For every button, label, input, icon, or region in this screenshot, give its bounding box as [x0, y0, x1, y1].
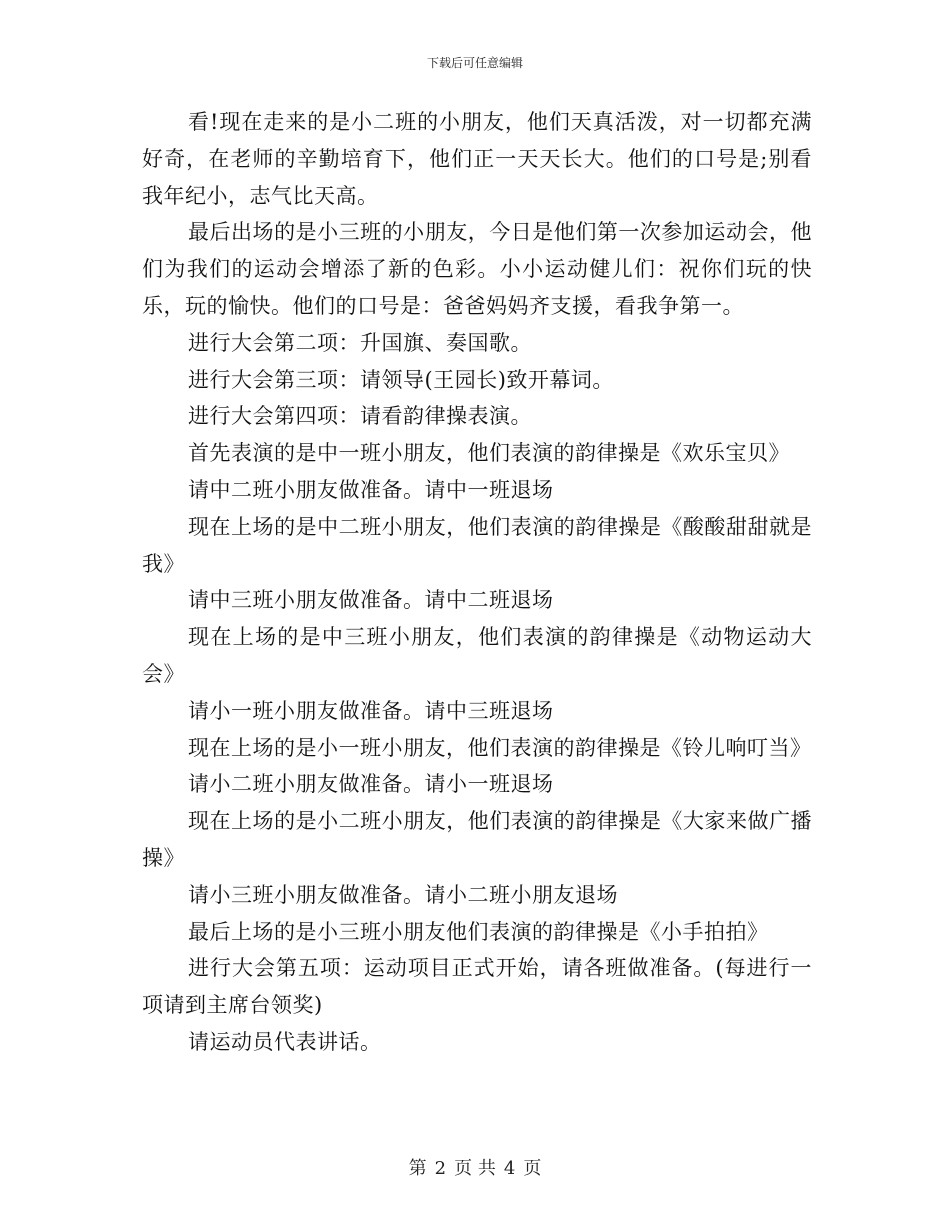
paragraph: 进行大会第二项：升国旗、奏国歌。 — [188, 330, 532, 355]
paragraph: 最后上场的是小三班小朋友他们表演的韵律操是《小手拍拍》 — [188, 919, 769, 944]
document-body — [142, 104, 812, 1061]
paragraph: 进行大会第五项：运动项目正式开始，请各班做准备。(每进行一项请到主席台领奖) — [142, 956, 812, 1018]
footer-page-number: 2 — [434, 1158, 447, 1179]
paragraph: 看!现在走来的是小二班的小朋友，他们天真活泼，对一切都充满好奇，在老师的辛勤培育下，他们正一天天长大。他们的口号是;别看我年纪小，志气比天高。 — [142, 110, 812, 208]
footer-total-pages: 4 — [503, 1158, 516, 1179]
paragraph: 现在上场的是小二班小朋友，他们表演的韵律操是《大家来做广播操》 — [142, 809, 812, 870]
paragraph: 首先表演的是中一班小朋友，他们表演的韵律操是《欢乐宝贝》 — [188, 441, 790, 466]
footer-prefix: 第 — [408, 1158, 427, 1179]
paragraph: 请小二班小朋友做准备。请小一班退场 — [188, 772, 554, 797]
page-header: 下载后可任意编辑 — [426, 56, 523, 70]
paragraph: 现在上场的是小一班小朋友，他们表演的韵律操是《铃儿响叮当》 — [188, 735, 812, 760]
paragraph: 现在上场的是中三班小朋友，他们表演的韵律操是《动物运动大会》 — [142, 625, 812, 686]
paragraph: 进行大会第三项：请领导(王园长)致开幕词。 — [188, 367, 614, 392]
paragraph: 现在上场的是中二班小朋友，他们表演的韵律操是《酸酸甜甜就是我》 — [142, 514, 812, 576]
paragraph: 请中三班小朋友做准备。请中二班退场 — [188, 588, 554, 613]
paragraph: 请中二班小朋友做准备。请中一班退场 — [188, 477, 554, 502]
footer-middle: 页 共 — [454, 1158, 496, 1179]
paragraph: 进行大会第四项：请看韵律操表演。 — [188, 404, 532, 429]
paragraph: 请运动员代表讲话。 — [188, 1029, 382, 1054]
paragraph: 请小一班小朋友做准备。请中三班退场 — [188, 698, 554, 723]
footer-suffix: 页 — [523, 1158, 542, 1179]
page-footer — [0, 1154, 950, 1180]
paragraph: 请小三班小朋友做准备。请小二班小朋友退场 — [188, 882, 618, 907]
paragraph: 最后出场的是小三班的小朋友，今日是他们第一次参加运动会，他们为我们的运动会增添了新的色彩。小小运动健儿们：祝你们玩的快乐，玩的愉快。他们的口号是：爸爸妈妈齐支援，看我争第一。 — [142, 220, 812, 318]
